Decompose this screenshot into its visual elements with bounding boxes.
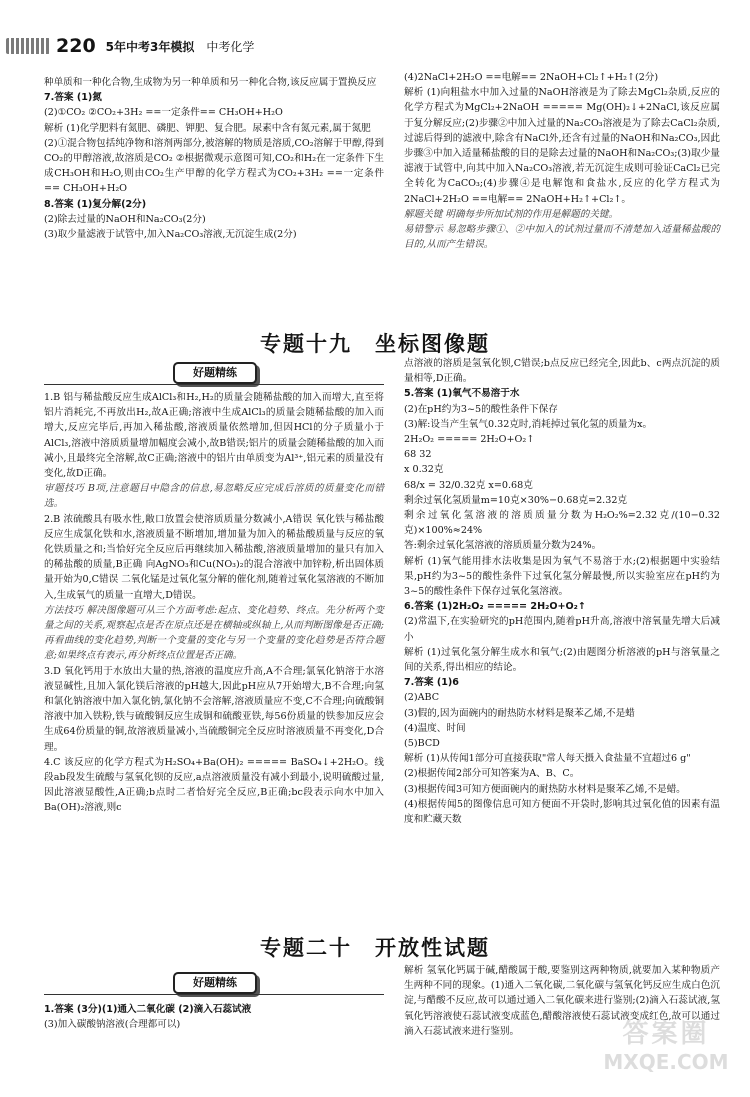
practice-badge: 好题精练 bbox=[173, 362, 257, 384]
paragraph: 解析 (1)向粗盐水中加入过量的NaOH溶液是为了除去MgCl₂杂质,反应的化学方程式为MgCl₂+2NaOH ===== Mg(OH)₂↓+2NaCl,该反应属于复分解反应;(2)步骤②中加入过量的Na₂CO₃溶液是为了除去CaCl₂杂质,过滤后得到的滤液中,除含有NaCl外,还含有过量的NaOH和Na₂CO₃,因此步骤③中加入适量稀盐酸的目的是除去过量的NaOH和Na₂CO₃;(3)取少量滤液于试管中,向其中加入Na₂CO₃溶液,若无沉淀生成则可验证CaCl₂已完全转化为CaCO₃;(4)步骤④是电解饱和食盐水,反应的化学方程式为2NaCl+2H₂O ==电解== 2NaOH+H₂↑+Cl₂↑。 bbox=[404, 87, 720, 205]
paragraph: (4)温度、时间 bbox=[404, 722, 466, 734]
paragraph: (3)根据传闻3可知方便面碗内的耐热防水材料是聚苯乙烯,不是蜡。 bbox=[404, 783, 686, 795]
tip-key-point: 解题关键 明确每步所加试剂的作用是解题的关键。 bbox=[404, 208, 619, 220]
header-decoration-icon bbox=[6, 38, 50, 54]
equation: 2H₂O₂ ===== 2H₂O+O₂↑ bbox=[404, 434, 535, 446]
paragraph: (3)假的,因为面碗内的耐热防水材料是聚苯乙烯,不是蜡 bbox=[404, 707, 635, 719]
paragraph: (5)BCD bbox=[404, 738, 440, 750]
tip-common-mistake: 易错警示 易忽略步骤①、②中加入的试剂过量而不清楚加入适量稀盐酸的目的,从而产生错误。 bbox=[404, 224, 720, 251]
paragraph: 剩余过氧化氢质量m=10克×30%−0.68克=2.32克 bbox=[404, 494, 628, 506]
watermark-text: 答案圈 bbox=[622, 1019, 710, 1049]
left-column-top bbox=[44, 75, 384, 242]
answer-line: 5.答案 (1)氧气不易溶于水 bbox=[404, 388, 520, 400]
section-title-20: 专题二十 开放性试题 bbox=[260, 936, 490, 960]
paragraph: (3)解:设当产生氧气0.32克时,消耗掉过氧化氢的质量为x。 bbox=[404, 418, 653, 430]
equation: 68/x = 32/0.32克 x=0.68克 bbox=[404, 479, 533, 491]
paragraph: 1.B 铝与稀盐酸反应生成AlCl₃和H₂,H₂的质量会随稀盐酸的加入而增大,直至将铝片消耗完,不再放出H₂,故A正确;溶液中生成AlCl₃的质量会随稀盐酸的加入而增大,反应完毕后,再加入稀盐酸,溶液质量依然增加,但因HCl的分子质量小于AlCl₃,溶液中溶质质量增加幅度会减小,故B错误;铝片的质量会随稀盐酸的加入而减小,且最终完全溶解,故C正确;溶液中的铝片由单质变为Al³⁺,铝元素的质量没有变化,故D正确。 bbox=[44, 392, 384, 480]
paragraph: 解析 (1)过氧化氢分解生成水和氧气;(2)由题图分析溶液的pH与溶氧量之间的关系,得出相应的结论。 bbox=[404, 646, 720, 674]
answer-line: 1.答案 (3分)(1)通入二氧化碳 (2)滴入石蕊试液 bbox=[44, 1004, 252, 1015]
paragraph: (2)除去过量的NaOH和Na₂CO₃(2分) bbox=[44, 213, 206, 225]
section-title-19: 专题十九 坐标图像题 bbox=[260, 332, 490, 356]
watermark-url: MXQE.COM bbox=[603, 1050, 729, 1074]
paragraph: (3)取少量滤液于试管中,加入Na₂CO₃溶液,无沉淀生成(2分) bbox=[44, 229, 297, 241]
divider bbox=[44, 384, 384, 385]
paragraph: 2.B 浓硫酸具有吸水性,敞口放置会使溶质质量分数减小,A错误 氧化铁与稀盐酸反应生成氯化铁和水,溶液质量不断增加,增加量为加入的稀盐酸质量与反应的氧化铁质量之和;当恰好完全反应后再继续加入稀盐酸,溶液质量增加的量只有加入的稀盐酸的质量,B正确 向AgNO₃和Cu(NO₃)₂的混合溶液中加锌粉,析出固体质量开始为0,C错误 二氧化锰是过氧化氢分解的催化剂,随着过氧化氢溶液的不断加入,生成氧气的质量一直增大,D错误。 bbox=[44, 513, 384, 601]
paragraph: (2)常温下,在实验研究的pH范围内,随着pH升高,溶液中溶氧量先增大后减小 bbox=[404, 616, 720, 643]
divider bbox=[44, 994, 384, 995]
tip-reading: 审题技巧 B项,注意题目中隐含的信息,易忽略反应完成后溶质的质量变化而错选。 bbox=[44, 483, 384, 510]
paragraph: (2)①CO₂ ②CO₂+3H₂ ==一定条件== CH₃OH+H₂O bbox=[44, 107, 283, 119]
practice-badge: 好题精练 bbox=[173, 972, 257, 994]
watermark-logo bbox=[596, 1020, 736, 1090]
page-number: 220 bbox=[56, 35, 96, 57]
answer-line: 7.答案 (1)6 bbox=[404, 677, 459, 689]
tip-method: 方法技巧 解决图像题可从三个方面考虑:起点、变化趋势、终点。先分析两个变量之间的关系,观察起点是否在原点还是在横轴或纵轴上,从而判断图像是否正确;再看曲线的变化趋势,判断一个变量的变化与另一个变量的变化趋势是否符合题意;如果终点有表示,再分析终点位置是否正确。 bbox=[44, 604, 384, 662]
paragraph: (2)①混合物包括纯净物和溶剂两部分,被溶解的物质是溶质,CO₂溶解于甲醇,得到CO₂的甲醇溶液,故溶质是CO₂ ②根据微观示意图可知,CO₂和H₂在一定条件下生成CH₃OH和H₂O,则由CO₂生产甲醇的化学方程式为CO₂+3H₂ ==一定条件== CH₃OH+H₂O bbox=[44, 137, 384, 195]
paragraph: (2)根据传闻2部分可知答案为A、B、C。 bbox=[404, 768, 580, 780]
paragraph: (4)2NaCl+2H₂O ==电解== 2NaOH+Cl₂↑+H₂↑(2分) bbox=[404, 72, 659, 83]
right-column-top bbox=[404, 70, 720, 252]
paragraph: 解析 (1)氧气能用排水法收集是因为氧气不易溶于水;(2)根据题中实验结果,pH约为3~5的酸性条件下过氧化氢分解最慢,所以实验室应在pH约为3~5的酸性条件下保存过氧化氢溶液。 bbox=[404, 555, 720, 598]
paragraph: 4.C 该反应的化学方程式为H₂SO₄+Ba(OH)₂ ===== BaSO₄↓+2H₂O。线段ab段发生硫酸与氢氧化钡的反应,a点溶液质量没有减小到最小,说明硫酸过量,因此溶液显酸性,A正确;b点时二者恰好完全反应,B正确;bc段表示向水中加入Ba(OH)₂溶液,则c bbox=[44, 756, 384, 814]
paragraph: (2)在pH约为3~5的酸性条件下保存 bbox=[404, 403, 558, 415]
left-column-middle bbox=[44, 390, 384, 816]
equation: x 0.32克 bbox=[404, 464, 444, 476]
answer-line: 8.答案 (1)复分解(2分) bbox=[44, 198, 147, 210]
paragraph: 解析 氢氧化钙属于碱,醋酸属于酸,要鉴别这两种物质,就要加入某种物质产生两种不同的现象。(1)通入二氧化碳,二氧化碳与氢氧化钙反应生成白色沉淀,与醋酸不反应,故可以通过通入二氧化碳来进行鉴别;(2)滴入石蕊试液,氢氧化钙溶液使石蕊试液变成蓝色,醋酸溶液使石蕊试液变成红色,故可以通过滴入石蕊试液来进行鉴别。 bbox=[404, 965, 720, 1037]
equation: 68 32 bbox=[404, 449, 432, 461]
paragraph: 解析 (1)从传闻1部分可直接获取"常人每天摄入食盐量不宜超过6 g" bbox=[404, 753, 691, 765]
page-header bbox=[6, 34, 254, 58]
paragraph: (3)加入碳酸钠溶液(合理都可以) bbox=[44, 1019, 181, 1031]
book-title: 5年中考3年模拟 bbox=[105, 39, 195, 54]
paragraph: 解析 (1)化学肥料有氮肥、磷肥、钾肥、复合肥。尿素中含有氮元素,属于氮肥 bbox=[44, 122, 371, 134]
right-column-middle bbox=[404, 356, 720, 827]
left-column-bottom bbox=[44, 1002, 384, 1032]
paragraph: 剩余过氧化氢溶液的溶质质量分数为H₂O₂%=2.32克/(10−0.32克)×100%≈24% bbox=[404, 510, 720, 537]
paragraph: (2)ABC bbox=[404, 692, 440, 704]
answer-line: 7.答案 (1)氮 bbox=[44, 92, 102, 104]
paragraph: 答:剩余过氧化氢溶液的溶质质量分数为24%。 bbox=[404, 540, 602, 552]
paragraph: 种单质和一种化合物,生成物为另一种单质和另一种化合物,该反应属于置换反应 bbox=[44, 77, 377, 88]
book-subject: 中考化学 bbox=[206, 39, 255, 54]
answer-line: 6.答案 (1)2H₂O₂ ===== 2H₂O+O₂↑ bbox=[404, 601, 586, 613]
paragraph: 点溶液的溶质是氢氧化钡,C错误;b点反应已经完全,因此b、c两点沉淀的质量相等,D正确。 bbox=[404, 358, 720, 385]
paragraph: 3.D 氧化钙用于水放出大量的热,溶液的温度应升高,A不合理;氯氧化钠溶于水溶液显碱性,且加入氯化镁后溶液的pH越大,因此pH应从7开始增大,B不合理;向氢和氯化钠溶液中加入氯化钠,氯化钠不会溶解,溶液质量应不变,C不合理;向硫酸铜溶液中加入铁粉,铁与硫酸铜反应生成铜和硫酸亚铁,每56份质量的铁参加反应会生成64份质量的铜,故溶液质量减小,当硫酸铜完全反应时溶液质量不再变化,D合理。 bbox=[44, 665, 384, 753]
paragraph: (4)根据传闻5的图像信息可知方便面不开袋时,影响其过氧化值的因素有温度和贮藏天数 bbox=[404, 798, 720, 826]
